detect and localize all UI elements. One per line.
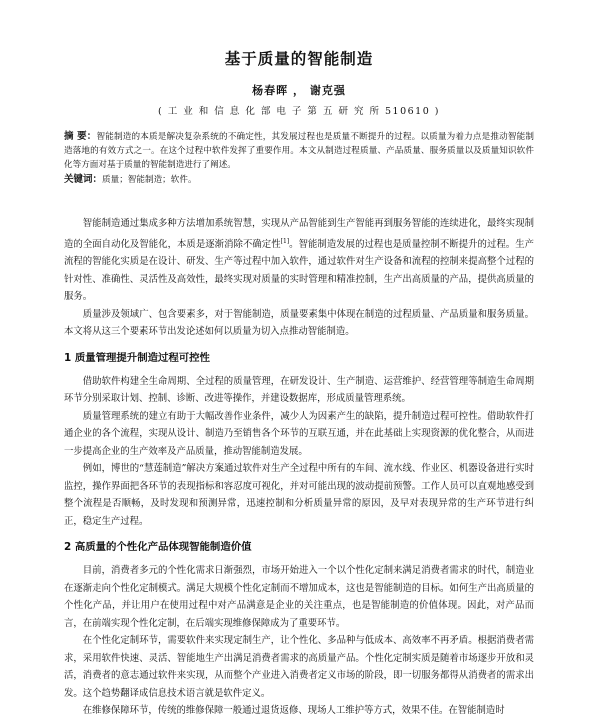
section-heading-2: 2 高质量的个性化产品体现智能制造价值	[64, 541, 252, 554]
section2-paragraph-1: 目前，消费者多元的个性化需求日渐强烈，市场开始进入一个以个性化定制来满足消费者需求的时代，制造业在逐渐走向个性化定制模式。满足大规模个性化定制而不增加成本，这也是智能制造的目标。如何生产出高质量的个性化产品，并让用户在使用过程中对产品满意是企业的关注重点，也是智能制造的价值体现。因此，对产品而言，在前端实现个性化定制，在后端实现维修保障成为了重要环节。	[64, 565, 534, 629]
keywords	[64, 173, 534, 187]
section2-paragraph-2: 在个性化定制环节，需要软件来实现定制生产，让个性化、多品种与低成本、高效率不再矛盾。根据消费者需求，采用软件快速、灵活、智能地生产出满足消费者需求的高质量产品。个性化定制实质是随着市场逐步开放和灵活，消费者的意志通过软件来实现，从而整个产业进入消费者定义市场的阶段，即一切服务都得从消费者的需求出发。这个趋势翻译成信息技术语言就是软件定义。	[64, 635, 534, 699]
intro-p1-text-a: 智能制造通过集成多种方法增加系统智慧，实现从产品智能到生产智能再到服务智能的连续进化，最终实现制造的全面自动化及智能化，本质是逐渐消除不确定性	[64, 218, 534, 250]
paper-authors: 杨春晖 ， 谢克强	[252, 84, 346, 97]
paper-body	[64, 215, 534, 720]
section-heading-1: 1 质量管理提升制造过程可控性	[64, 351, 210, 364]
intro-paragraph-1	[64, 215, 534, 306]
section1-paragraph-1: 借助软件构建全生命周期、全过程的质量管理，在研发设计、生产制造、运营维护、经营管理等制造生命周期环节分别采取计划、控制、诊断、改进等操作，并建设数据库，形成质量管理系统。	[64, 375, 534, 405]
section1-paragraph-3: 例如，博世的“慧莲制造”解决方案通过软件对生产全过程中所有的车间、流水线、作业区、机器设备进行实时监控，操作界面把各环节的表现指标和容忍度可视化，并对可能出现的波动提前预警。工作人员可以直观地感受到整个流程是否顺畅，及时发现和预测异常，迅速控制和分析质量异常的原因，及早对表现异常的生产环节进行纠正，稳定生产过程。	[64, 463, 534, 527]
intro-p1-text-b: 。智能制造发展的过程也是质量控制不断提升的过程。生产流程的智能化实质是在设计、研发、生产等过程中加入软件，通过软件对生产设备和流程的控制来提高整个过程的针对性、准确性、灵活性及高效性，最终实现对质量的实时管理和精准控制，生产出高质量的产品，提供高质量的服务。	[64, 238, 534, 303]
paper-affiliation: ( 工 业 和 信 息 化 部 电 子 第 五 研 究 所 510610 )	[158, 106, 440, 117]
abstract	[64, 130, 534, 172]
paper-title: 基于质量的智能制造	[224, 50, 374, 68]
intro-paragraph-2: 质量涉及领域广、包含要素多，对于智能制造，质量要素集中体现在制造的过程质量、产品质量和服务质量。本文将从这三个要素环节出发论述如何以质量为切入点推动智能制造。	[64, 308, 534, 338]
citation-ref: [1]	[280, 237, 290, 245]
abstract-label: 摘 要：	[64, 131, 97, 142]
section2-paragraph-3: 在维修保障环节，传统的维修保障一般通过退货返修、现场人工维护等方式，效果不佳。在智能制造时	[82, 705, 505, 717]
keywords-label: 关键词：	[64, 174, 103, 185]
section1-paragraph-2: 质量管理系统的建立有助于大幅改善作业条件，减少人为因素产生的缺陷，提升制造过程可控性。借助软件打通企业的各个流程，实现从设计、制造乃至销售各个环节的互联互通，并在此基础上实现资源的优化整合，从而进一步提高企业的生产效率及产品质量，推动智能制造发展。	[64, 410, 534, 457]
abstract-text: 智能制造的本质是解决复杂系统的不确定性，其发展过程也是质量不断提升的过程。以质量为着力点是推动智能制造落地的有效方式之一。在这个过程中软件发挥了重要作用。本文从制造过程质量、产品质量、服务质量以及质量知识软件化等方面对基于质量的智能制造进行了阐述。	[64, 132, 534, 170]
keywords-text: 质量；智能制造；软件。	[102, 175, 197, 185]
